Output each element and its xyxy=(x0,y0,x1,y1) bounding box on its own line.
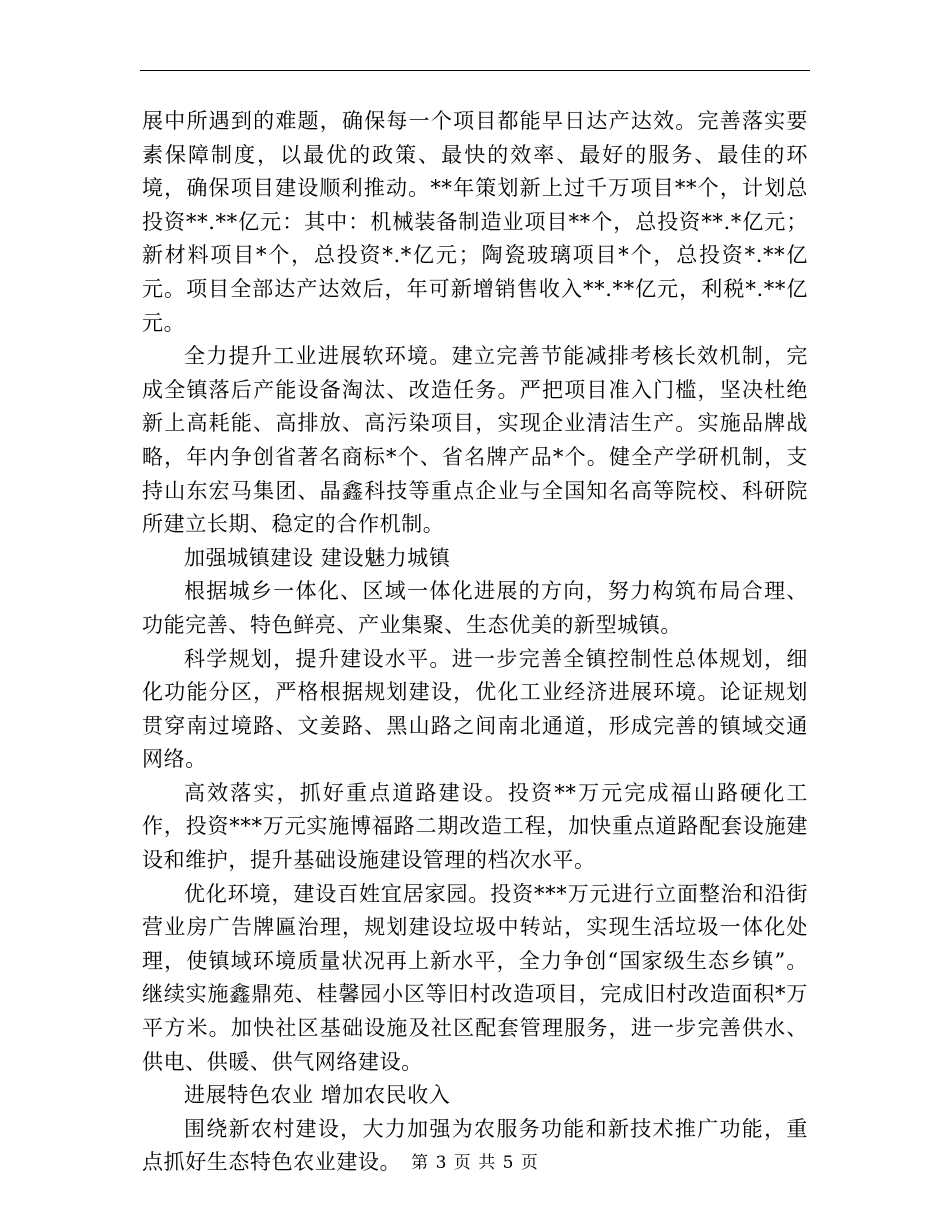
page-number: 第 3 页 共 5 页 xyxy=(411,1153,539,1173)
paragraph-scientific-planning: 科学规划，提升建设水平。进一步完善全镇控制性总体规划，细化功能分区，严格根据规划建设，优化工业经济进展环境。论证规划贯穿南过境路、文姜路、黑山路之间南北通道，形成完善的镇域交通网络。 xyxy=(142,646,808,772)
paragraph-project-investment: 展中所遇到的难题，确保每一个项目都能早日达产达效。完善落实要素保障制度，以最优的政策、最快的效率、最好的服务、最佳的环境，确保项目建设顺利推动。**年策划新上过千万项目**个，计划总投资**.**亿元：其中：机械装备制造业项目**个，总投资**.*亿元；新材料项目*个，总投资*.*亿元；陶瓷玻璃项目*个，总投资*.**亿元。项目全部达产达效后，年可新增销售收入**.**亿元，利税*.**亿元。 xyxy=(142,109,808,335)
section-heading-agriculture: 进展特色农业 增加农民收入 xyxy=(184,1083,451,1108)
paragraph-urban-direction: 根据城乡一体化、区域一体化进展的方向，努力构筑布局合理、功能完善、特色鲜亮、产业集聚、生态优美的新型城镇。 xyxy=(142,579,808,637)
document-body xyxy=(142,105,808,1180)
header-rule xyxy=(140,70,810,71)
paragraph-livable-environment: 优化环境，建设百姓宜居家园。投资***万元进行立面整治和沿街营业房广告牌匾治理，规划建设垃圾中转站，实现生活垃圾一体化处理，使镇域环境质量状况再上新水平，全力争创“国家级生态乡镇”。继续实施鑫鼎苑、桂馨园小区等旧村改造项目，完成旧村改造面积*万平方米。加快社区基础设施及社区配套管理服务，进一步完善供水、供电、供暖、供气网络建设。 xyxy=(142,881,808,1074)
paragraph-industrial-environment: 全力提升工业进展软环境。建立完善节能减排考核长效机制，完成全镇落后产能设备淘汰、改造任务。严把项目准入门槛，坚决杜绝新上高耗能、高排放、高污染项目，实现企业清洁生产。实施品牌战略，年内争创省著名商标*个、省名牌产品*个。健全产学研机制，支持山东宏马集团、晶鑫科技等重点企业与全国知名高等院校、科研院所建立长期、稳定的合作机制。 xyxy=(142,344,808,537)
paragraph-road-construction: 高效落实，抓好重点道路建设。投资**万元完成福山路硬化工作，投资***万元实施博福路二期改造工程，加快重点道路配套设施建设和维护，提升基础设施建设管理的档次水平。 xyxy=(142,780,808,873)
section-heading-urban-construction: 加强城镇建设 建设魅力城镇 xyxy=(184,545,451,570)
paragraph-new-rural-construction: 围绕新农村建设，大力加强为农服务功能和新技术推广功能，重点抓好生态特色农业建设。 xyxy=(142,1116,808,1175)
